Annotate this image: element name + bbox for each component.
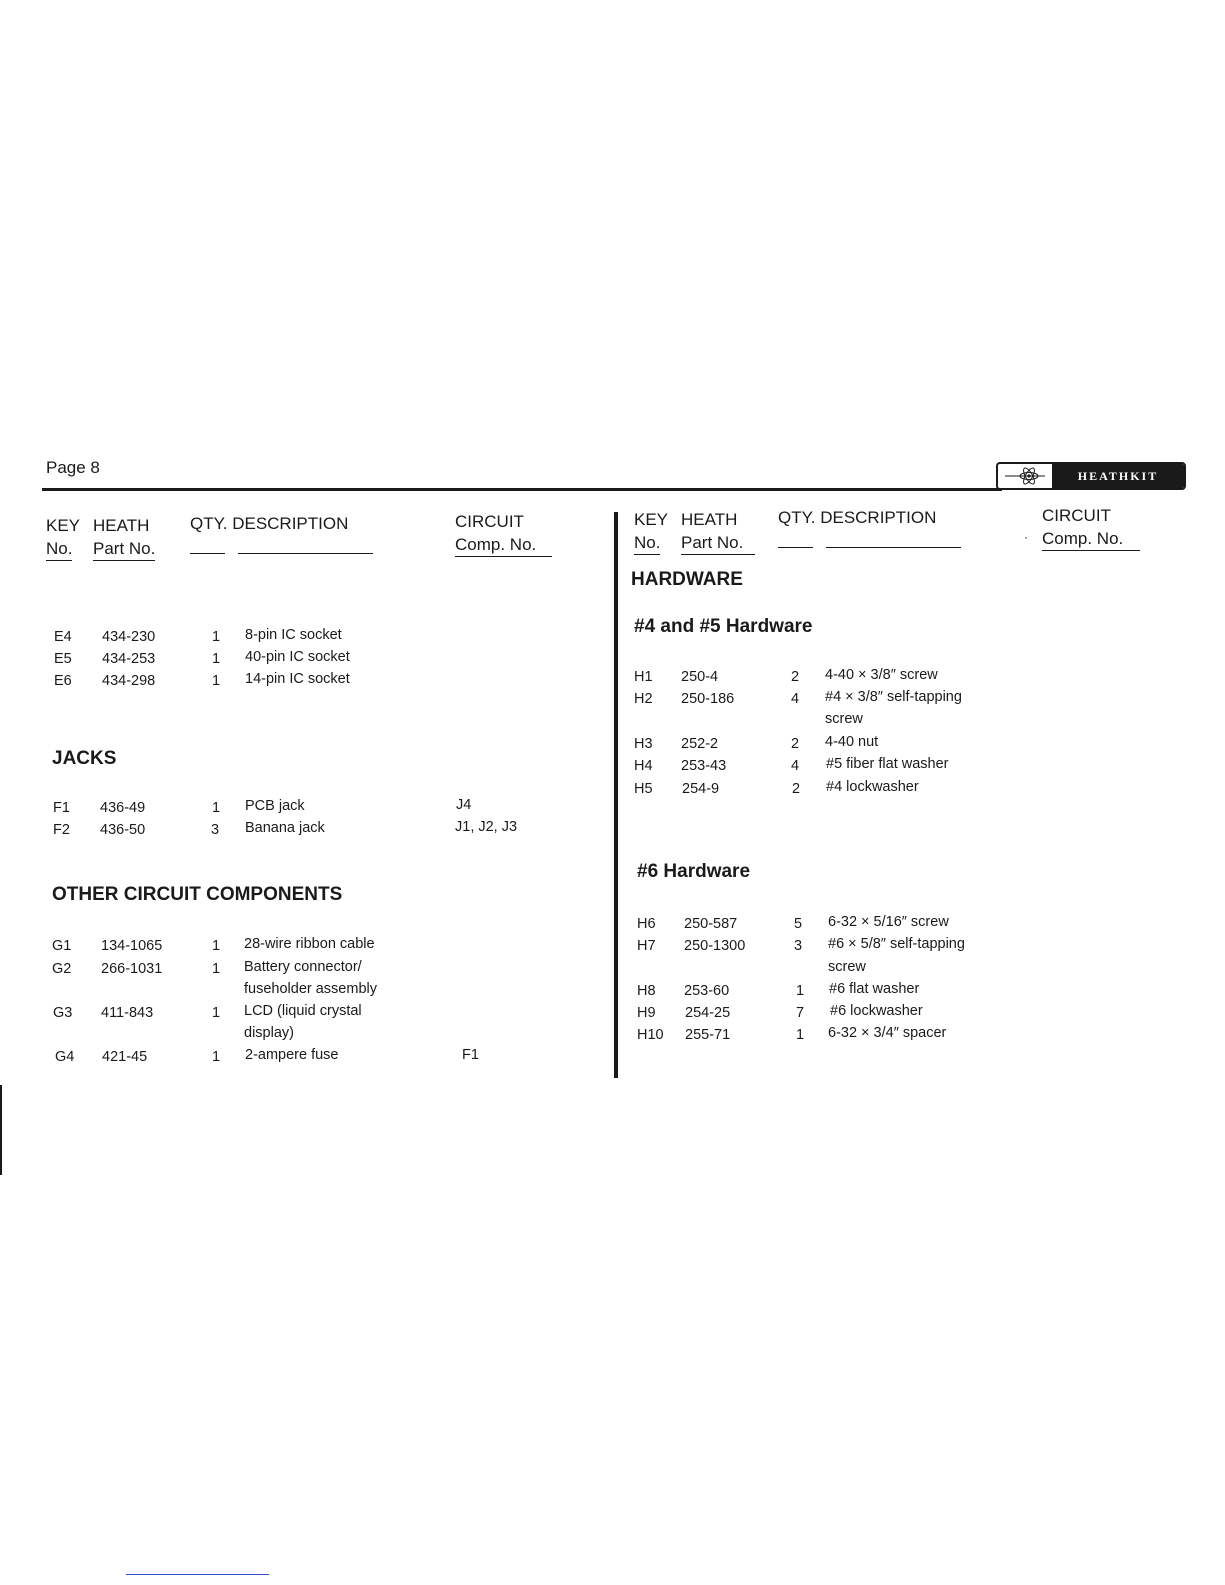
part-qty: 2 xyxy=(792,781,801,797)
scan-dot: · xyxy=(1024,530,1028,544)
part-description-cont: display) xyxy=(244,1025,294,1041)
part-key: F2 xyxy=(53,822,70,838)
part-description-cont: screw xyxy=(825,711,863,727)
part-key: G4 xyxy=(55,1049,75,1065)
part-qty: 1 xyxy=(796,1027,805,1043)
subsection-title-hw6: #6 Hardware xyxy=(637,861,751,882)
part-key: H10 xyxy=(637,1027,664,1043)
part-description: #6 flat washer xyxy=(829,981,920,997)
part-number: 250-186 xyxy=(681,691,735,707)
part-qty: 3 xyxy=(211,822,220,838)
part-qty: 4 xyxy=(791,758,800,774)
part-key: G1 xyxy=(52,938,72,954)
part-number: 421-45 xyxy=(102,1049,148,1065)
part-key: H9 xyxy=(637,1005,656,1021)
part-number: 250-4 xyxy=(681,669,719,685)
part-qty: 1 xyxy=(212,800,221,816)
qty-blank-line xyxy=(778,547,813,548)
part-description: 6-32 × 3/4″ spacer xyxy=(828,1025,947,1041)
part-number: 255-71 xyxy=(685,1027,731,1043)
part-description-cont: screw xyxy=(828,959,866,975)
column-divider xyxy=(614,512,618,1078)
part-description: Battery connector/ xyxy=(244,959,362,975)
part-key: H2 xyxy=(634,691,653,707)
part-description: LCD (liquid crystal xyxy=(244,1003,362,1019)
scan-artifact-line xyxy=(126,1574,269,1575)
part-key: H3 xyxy=(634,736,653,752)
part-description: 4-40 nut xyxy=(825,734,879,750)
part-description: #4 lockwasher xyxy=(826,779,919,795)
part-qty: 2 xyxy=(791,669,800,685)
part-description: 28-wire ribbon cable xyxy=(244,936,375,952)
page-label: Page 8 xyxy=(46,458,100,477)
part-number: 266-1031 xyxy=(101,961,163,977)
part-qty: 1 xyxy=(212,1049,221,1065)
part-key: E6 xyxy=(54,673,72,689)
part-key: H8 xyxy=(637,983,656,999)
part-number: 253-60 xyxy=(684,983,730,999)
part-description: #5 fiber flat washer xyxy=(826,756,949,772)
part-key: E5 xyxy=(54,651,72,667)
part-number: 250-587 xyxy=(684,916,738,932)
part-description: #6 lockwasher xyxy=(830,1003,923,1019)
circuit-comp: F1 xyxy=(462,1047,479,1063)
header-qty-desc: QTY. DESCRIPTION xyxy=(778,508,937,527)
part-qty: 4 xyxy=(791,691,800,707)
part-key: G2 xyxy=(52,961,72,977)
part-number: 134-1065 xyxy=(101,938,163,954)
part-qty: 1 xyxy=(212,1005,221,1021)
part-description-cont: fuseholder assembly xyxy=(244,981,377,997)
part-qty: 3 xyxy=(794,938,803,954)
header-key: KEY xyxy=(634,510,669,529)
header-key: KEY xyxy=(46,516,81,535)
part-description: #4 × 3/8″ self-tapping xyxy=(825,689,962,705)
section-title-other-components: OTHER CIRCUIT COMPONENTS xyxy=(52,884,343,905)
desc-blank-line xyxy=(826,547,961,548)
part-qty: 1 xyxy=(212,651,221,667)
part-description: 8-pin IC socket xyxy=(245,627,342,643)
subsection-title-hw45: #4 and #5 Hardware xyxy=(634,616,813,637)
section-title-hardware: HARDWARE xyxy=(631,569,743,590)
header-circuit-sub: Comp. No. xyxy=(455,533,552,557)
part-description: PCB jack xyxy=(245,798,305,814)
header-key-sub: No. xyxy=(46,537,72,561)
part-key: E4 xyxy=(54,629,72,645)
part-key: H5 xyxy=(634,781,653,797)
part-description: Banana jack xyxy=(245,820,325,836)
part-qty: 1 xyxy=(212,961,221,977)
part-number: 254-25 xyxy=(685,1005,731,1021)
header-heath: HEATH xyxy=(681,510,738,529)
part-key: H7 xyxy=(637,938,656,954)
circuit-comp: J1, J2, J3 xyxy=(455,819,518,835)
part-number: 434-298 xyxy=(102,673,156,689)
section-title-jacks: JACKS xyxy=(52,748,117,769)
part-number: 411-843 xyxy=(101,1005,154,1021)
part-key: F1 xyxy=(53,800,70,816)
part-qty: 1 xyxy=(212,938,221,954)
part-qty: 7 xyxy=(796,1005,805,1021)
part-number: 253-43 xyxy=(681,758,727,774)
part-number: 254-9 xyxy=(682,781,720,797)
part-number: 434-253 xyxy=(102,651,156,667)
header-circuit-sub: Comp. No. xyxy=(1042,527,1140,551)
part-description: 6-32 × 5/16″ screw xyxy=(828,914,949,930)
part-key: H4 xyxy=(634,758,653,774)
heathkit-logo xyxy=(996,462,1186,490)
part-number: 250-1300 xyxy=(684,938,746,954)
part-number: 436-49 xyxy=(100,800,146,816)
part-description: 40-pin IC socket xyxy=(245,649,350,665)
part-number: 436-50 xyxy=(100,822,146,838)
part-qty: 2 xyxy=(791,736,800,752)
logo-wordmark: HEATHKIT xyxy=(1052,464,1184,488)
part-qty: 1 xyxy=(212,673,221,689)
desc-blank-line xyxy=(238,553,373,554)
part-description: #6 × 5/8″ self-tapping xyxy=(828,936,965,952)
part-qty: 1 xyxy=(212,629,221,645)
header-rule xyxy=(42,488,1002,491)
part-qty: 1 xyxy=(796,983,805,999)
header-qty-desc: QTY. DESCRIPTION xyxy=(190,514,349,533)
part-key: G3 xyxy=(53,1005,73,1021)
part-description: 4-40 × 3/8″ screw xyxy=(825,667,938,683)
part-key: H1 xyxy=(634,669,653,685)
header-circuit: CIRCUIT xyxy=(455,512,524,531)
qty-blank-line xyxy=(190,553,225,554)
part-number: 252-2 xyxy=(681,736,719,752)
part-key: H6 xyxy=(637,916,656,932)
atom-icon xyxy=(998,464,1052,488)
header-heath-sub: Part No. xyxy=(93,537,155,561)
header-key-sub: No. xyxy=(634,531,660,555)
part-qty: 5 xyxy=(794,916,803,932)
header-circuit: CIRCUIT xyxy=(1042,506,1111,525)
part-description: 14-pin IC socket xyxy=(245,671,350,687)
header-heath-sub: Part No. xyxy=(681,531,755,555)
header-heath: HEATH xyxy=(93,516,150,535)
circuit-comp: J4 xyxy=(456,797,472,813)
part-number: 434-230 xyxy=(102,629,156,645)
part-description: 2-ampere fuse xyxy=(245,1047,339,1063)
page-edge xyxy=(0,1085,2,1175)
